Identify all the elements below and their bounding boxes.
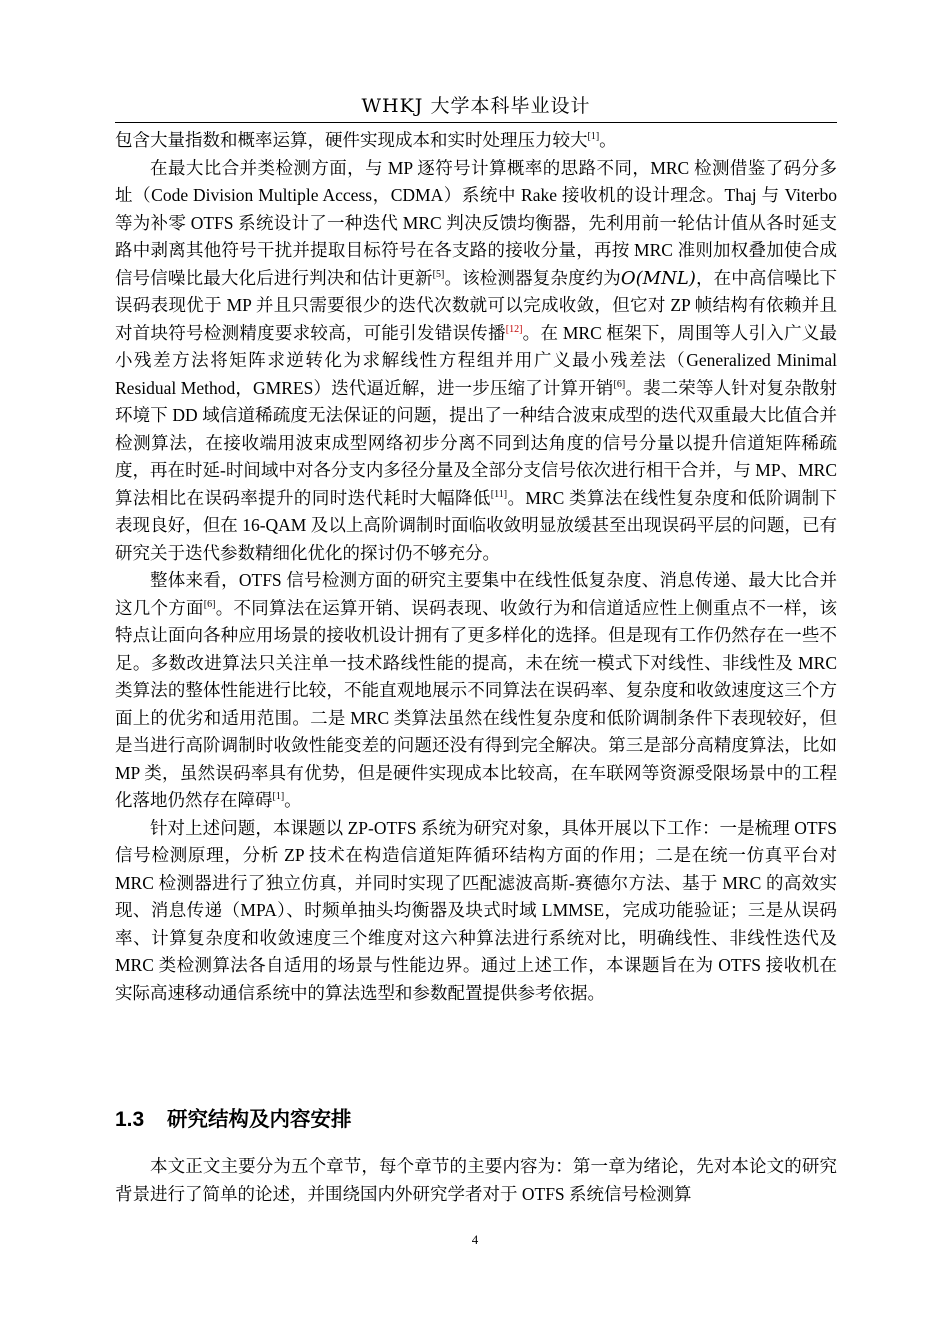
paragraph-3 (115, 567, 837, 815)
page-header (115, 92, 837, 123)
page-number: 4 (471, 1232, 479, 1247)
text-run: 在最大比合并类检测方面，与 MP 逐符号计算概率的思路不同，MRC 检测借鉴了码分多址（Code Division Multiple Access，CDMA）系统中 Rake 接收机的设计理念。Thaj 与 Viterbo 等为补零 OTFS 系统设计了一种迭代 MRC 判决反馈均衡器，先利用前一轮估计值从各时延支路中剥离其他符号干扰并提取目标符号在各支路的接收分量，再按 MRC 准则加权叠加使合成信号信噪比最大化后进行判决和估计更新 (115, 157, 837, 288)
paragraph-1 (115, 127, 837, 155)
section-heading (115, 1102, 837, 1133)
citation: [1] (587, 131, 600, 143)
paragraph-5: 本文正文主要分为五个章节，每个章节的主要内容为：第一章为绪论，先对本论文的研究背景进行了简单的论述，并围绕国内外研究学者对于 OTFS 系统信号检测算 (115, 1156, 837, 1204)
citation: [1] (272, 791, 285, 803)
citation: [11] (490, 488, 508, 500)
citation: [12] (505, 323, 523, 335)
citation: [6] (203, 598, 216, 610)
text-run: 。 (599, 130, 617, 150)
header-title: WHKJ 大学本科毕业设计 (361, 95, 591, 117)
text-run: 。 (284, 790, 302, 810)
citation: [6] (613, 378, 626, 390)
body-text (115, 127, 837, 1007)
text-run: 。裴二荣等人针对复杂散射环境下 DD 域信道稀疏度无法保证的问题，提出了一种结合波束成型的迭代双重最大比值合并检测算法，在接收端用波束成型网络初步分离不同到达角度的信号分量以提升信道矩阵稀疏度，再在时延-时间域中对各分支内多径分量及全部分支信号依次进行相干合并，与 MP、MRC 算法相比在误码率提升的同时迭代耗时大幅降低 (115, 377, 837, 508)
paragraph-2 (115, 155, 837, 568)
text-run: 。该检测器复杂度约为 (444, 267, 621, 288)
complexity-formula: O(MNL) (620, 267, 696, 289)
text-run: 包含大量指数和概率运算，硬件实现成本和实时处理压力较大 (115, 130, 588, 150)
text-run: ，在中高信噪比下误码表现优于 MP 并且只需要很少的迭代次数就可以完成收敛，但它对 ZP 帧结构有依赖并且对首块符号检测精度要求较高，可能引发错误传播 (115, 267, 838, 343)
text-run: 整体来看，OTFS 信号检测方面的研究主要集中在线性低复杂度、消息传递、最大比合并这几个方面 (115, 570, 837, 618)
text-run: 针对上述问题，本课题以 ZP-OTFS 系统为研究对象，具体开展以下工作：一是梳理 OTFS 信号检测原理，分析 ZP 技术在构造信道矩阵循环结构方面的作用；二是在统一仿真平台对 MRC 检测器进行了独立仿真，并同时实现了匹配滤波高斯-赛德尔方法、基于 MRC 的高效实现、消息传递（MPA）、时频单抽头均衡器及块式时域 LMMSE，完成功能验证；三是从误码率、计算复杂度和收敛速度三个维度对这六种算法进行系统对比，明确线性、非线性迭代及 MRC 类检测算法各自适用的场景与性能边界。通过上述工作，本课题旨在为 OTFS 接收机在实际高速移动通信系统中的算法选型和参数配置提供参考依据。 (115, 817, 837, 1003)
paragraph-4 (115, 815, 837, 1008)
text-run: 。在 MRC 框架下，周围等人引入广义最小残差方法将矩阵求逆转化为求解线性方程组并用广义最小残差法（Generalized Minimal Residual Method，GMRES）迭代逼近解，进一步压缩了计算开销 (115, 322, 838, 398)
section-body (115, 1153, 837, 1208)
section-title: 研究结构及内容安排 (167, 1107, 352, 1131)
citation: [5] (432, 268, 445, 280)
text-run: 。不同算法在运算开销、误码表现、收敛行为和信道适应性上侧重点不一样，该特点让面向各种应用场景的接收机设计拥有了更多样化的选择。但是现有工作仍然存在一些不足。多数改进算法只关注单一技术路线性能的提高，未在统一模式下对线性、非线性及 MRC 类算法的整体性能进行比较，不能直观地展示不同算法在误码率、复杂度和收敛速度这三个方面上的优劣和适用范围。二是 MRC 类算法虽然在线性复杂度和低阶调制条件下表现较好，但是当进行高阶调制时收敛性能变差的问题还没有得到完全解决。第三是部分高精度算法，比如 MP 类，虽然误码率具有优势，但是硬件实现成本比较高，在车联网等资源受限场景中的工程化落地仍然存在障碍 (115, 597, 838, 810)
section-number: 1.3 (115, 1108, 145, 1131)
text-run: 。MRC 类算法在线性复杂度和低阶调制下表现良好，但在 16-QAM 及以上高阶调制时面临收敛明显放缓甚至出现误码平层的问题，已有研究关于迭代参数精细化优化的探讨仍不够充分。 (115, 487, 838, 563)
